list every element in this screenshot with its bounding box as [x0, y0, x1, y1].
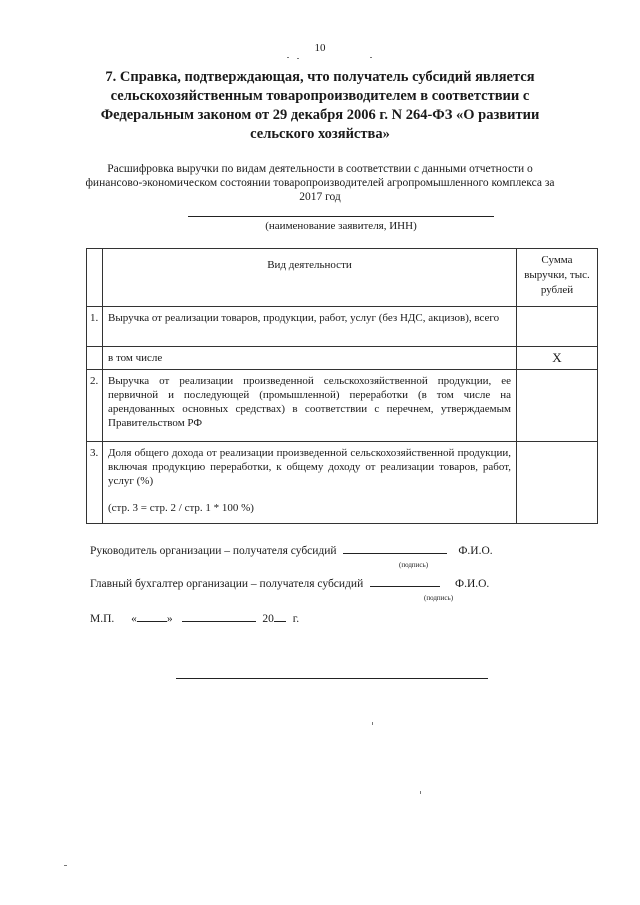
- row-number: [87, 347, 103, 370]
- applicant-name-line: [188, 216, 494, 217]
- header-sum: Сумма выручки, тыс. рублей: [517, 249, 598, 307]
- stamp-label: М.П.: [90, 613, 115, 625]
- accountant-label: Главный бухгалтер организации – получателя субсидий: [90, 578, 364, 590]
- date-year-line: [274, 621, 286, 622]
- date-year-suffix: г.: [292, 613, 300, 625]
- director-signature-line: [343, 553, 447, 554]
- stamp-date-row: [90, 613, 299, 625]
- director-sign-note: (подпись): [399, 561, 429, 569]
- scan-speck: [297, 58, 299, 59]
- row-value: [517, 370, 598, 442]
- page-number: 10: [314, 42, 326, 54]
- table-row: [87, 307, 598, 347]
- bottom-rule: [176, 678, 488, 679]
- row-value: [517, 307, 598, 347]
- row-formula: (стр. 3 = стр. 2 / стр. 1 * 100 %): [108, 502, 254, 514]
- applicant-caption: (наименование заявителя, ИНН): [265, 220, 417, 232]
- row-value: [517, 442, 598, 524]
- director-signature-row: [90, 545, 493, 557]
- date-year-prefix: 20: [262, 613, 274, 625]
- row-number: 3.: [87, 442, 103, 524]
- table-row: [87, 347, 598, 370]
- row-description: в том числе: [103, 347, 517, 370]
- date-close-quote: »: [166, 613, 173, 625]
- accountant-fio: Ф.И.О.: [454, 578, 490, 590]
- scan-speck: [420, 791, 421, 794]
- scan-speck: [372, 722, 373, 725]
- row-number: 2.: [87, 370, 103, 442]
- row-description: Выручка от реализации товаров, продукции, работ, услуг (без НДС, акцизов), всего: [103, 307, 517, 347]
- date-day-line: [137, 621, 167, 622]
- row-description: [103, 442, 517, 524]
- row-value: Х: [517, 347, 598, 370]
- director-fio: Ф.И.О.: [458, 545, 493, 557]
- scan-speck: [370, 57, 372, 58]
- header-activity: Вид деятельности: [103, 249, 517, 307]
- revenue-table: [86, 248, 598, 524]
- scan-speck: [287, 57, 289, 58]
- date-open-quote: «: [131, 613, 137, 625]
- table-row: [87, 442, 598, 524]
- date-month-line: [182, 621, 256, 622]
- table-header-row: [87, 249, 598, 307]
- row-number: 1.: [87, 307, 103, 347]
- document-subtitle: Расшифровка выручки по видам деятельности в соответствии с данными отчетности о финансово-экономическом состоянии товаропроизводителей агропромышленного комплекса за 2017 год: [85, 163, 555, 203]
- row-description-text: Доля общего дохода от реализации произведенной сельскохозяйственной продукции, включая продукцию переработки, к общему доходу от реализации товаров, работ, услуг (%): [108, 447, 511, 487]
- accountant-signature-row: [90, 578, 489, 590]
- director-label: Руководитель организации – получателя субсидий: [90, 545, 337, 557]
- header-num-cell: [87, 249, 103, 307]
- accountant-signature-line: [370, 586, 440, 587]
- row-description: Выручка от реализации произведенной сельскохозяйственной продукции, ее первичной и последующей (промышленной) переработки (в том числе на арендованных основных средствах) в соответствии с перечнем, утверждаемым Правительством РФ: [103, 370, 517, 442]
- accountant-sign-note: (подпись): [424, 594, 454, 602]
- document-title: 7. Справка, подтверждающая, что получатель субсидий является сельскохозяйственным товаропроизводителем в соответствии с Федеральным законом от 29 декабря 2006 г. N 264-ФЗ «О развитии сельского хозяйства»: [100, 69, 540, 142]
- table-row: [87, 370, 598, 442]
- scan-speck: [64, 865, 67, 866]
